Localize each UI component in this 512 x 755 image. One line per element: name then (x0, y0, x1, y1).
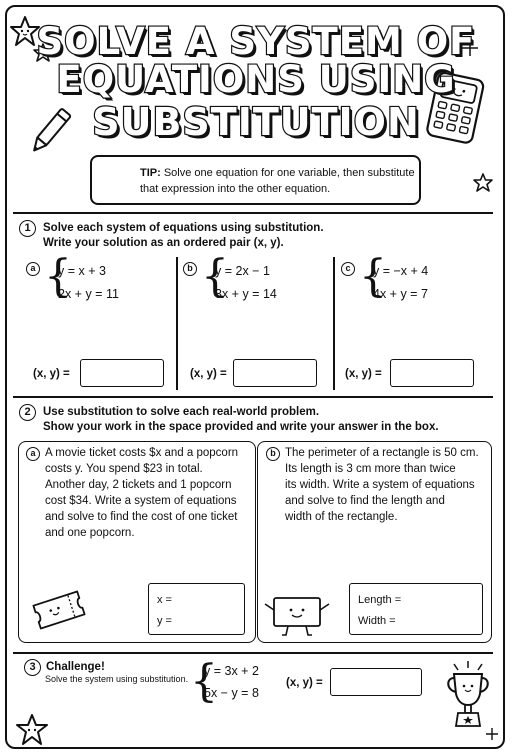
challenge-eq2: 5x − y = 8 (204, 686, 259, 700)
title-line-1: SOLVE A SYSTEM OF (36, 20, 476, 63)
problem-1c-eq2: 4x + y = 7 (373, 287, 428, 301)
problem-1a-answer-box[interactable] (80, 359, 164, 387)
tip-label: TIP: (140, 167, 161, 179)
brace: { (201, 251, 229, 302)
problem-2b-line: its width. Write a system of equations (285, 479, 475, 491)
section-2-heading-line-2: Show your work in the space provided and write your answer in the box. (43, 421, 439, 433)
problem-2b-answer-box[interactable] (349, 583, 483, 635)
column-divider (176, 257, 178, 390)
problem-2a-line: and solve to find the cost of one ticket (45, 511, 238, 523)
problem-1a-letter: a (26, 262, 40, 276)
problem-2a-line: Another day, 2 tickets and 1 popcorn (45, 479, 232, 491)
section-1-number: 1 (19, 220, 36, 237)
challenge-answer-box[interactable] (330, 668, 422, 696)
divider (13, 212, 493, 214)
problem-2a-line: costs y. You spend $23 in total. (45, 463, 203, 475)
title-line-2: EQUATIONS USING (56, 58, 456, 101)
problem-1a-answer-label: (x, y) = (33, 368, 70, 380)
problem-1a-eq1: y = x + 3 (58, 264, 106, 278)
challenge-answer-label: (x, y) = (286, 677, 323, 689)
divider (13, 652, 493, 654)
divider (13, 396, 493, 398)
problem-1c-eq1: y = −x + 4 (373, 264, 429, 278)
problem-1a-eq2: 2x + y = 11 (58, 287, 119, 301)
problem-1c-answer-box[interactable] (390, 359, 474, 387)
section-3-heading: Challenge! (46, 661, 105, 673)
problem-2b-text (285, 445, 490, 525)
problem-2a-answer-x: x = (157, 594, 172, 606)
brace: { (359, 251, 387, 302)
rectangle-character-icon (262, 594, 332, 638)
star-icon (472, 172, 494, 194)
problem-2a-answer-y: y = (157, 615, 172, 627)
challenge-eq1: y = 3x + 2 (204, 664, 259, 678)
problem-2a-line: and one popcorn. (45, 527, 135, 539)
problem-1b-answer-label: (x, y) = (190, 368, 227, 380)
problem-2a-line: cost $34. Write a system of equations (45, 495, 237, 507)
problem-2a-line: A movie ticket costs $x and a popcorn (45, 447, 239, 459)
section-2-heading (43, 405, 439, 435)
problem-2b-line: Its length is 3 cm more than twice (285, 463, 456, 475)
problem-2b-letter: b (266, 447, 280, 461)
section-1-heading-line-1: Solve each system of equations using substitution. (43, 222, 324, 234)
problem-1b-answer-box[interactable] (233, 359, 317, 387)
sparkle-icon (484, 726, 500, 742)
section-1-heading (43, 221, 324, 251)
section-3-number: 3 (24, 659, 41, 676)
problem-2b-line: and solve to find the length and (285, 495, 445, 507)
problem-2a-text (45, 445, 250, 541)
brace: { (44, 251, 72, 302)
section-2-number: 2 (19, 404, 36, 421)
section-2-heading-line-1: Use substitution to solve each real-world problem. (43, 406, 320, 418)
problem-2b-answer-width: Width = (358, 615, 396, 627)
tip-text (140, 165, 415, 197)
column-divider (333, 257, 335, 390)
problem-1c-letter: c (341, 262, 355, 276)
problem-1b-eq2: 3x + y = 14 (215, 287, 277, 301)
problem-1b-letter: b (183, 262, 197, 276)
brace: { (190, 656, 218, 707)
problem-2b-line: The perimeter of a rectangle is 50 cm. (285, 447, 479, 459)
star-icon (14, 712, 50, 748)
problem-2a-letter: a (26, 447, 40, 461)
ticket-icon (30, 588, 88, 632)
tip-body: Solve one equation for one variable, then substitute that expression into the other equation. (140, 167, 415, 195)
problem-2b-line: width of the rectangle. (285, 511, 398, 523)
problem-1c-answer-label: (x, y) = (345, 368, 382, 380)
title-line-3: SUBSTITUTION (92, 100, 420, 144)
problem-2a-answer-box[interactable] (148, 583, 245, 635)
problem-1b-eq1: y = 2x − 1 (215, 264, 270, 278)
problem-2b-answer-length: Length = (358, 594, 402, 606)
section-3-subtext: Solve the system using substitution. (45, 674, 189, 684)
tip-box (90, 155, 421, 205)
section-1-heading-line-2: Write your solution as an ordered pair (x, y). (43, 237, 284, 249)
